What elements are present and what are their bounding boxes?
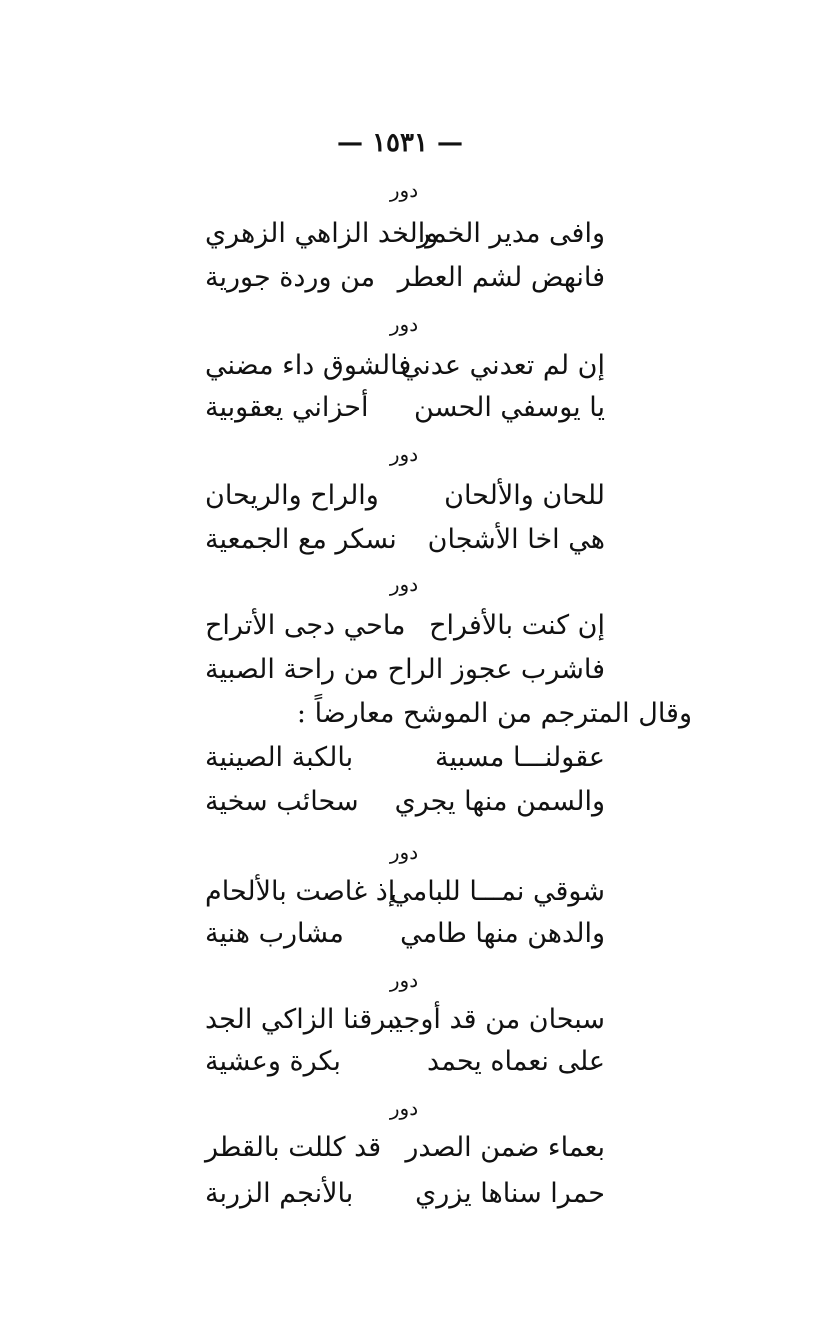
verse-second-hemistich: يبرقنا الزاكي الجد: [205, 1004, 403, 1035]
verse-line: [205, 742, 605, 782]
verse-line: [205, 876, 605, 916]
verse-first-hemistich: وافى مدير الخمر: [417, 218, 605, 249]
verse-first-hemistich: إن كنت بالأفراح: [429, 610, 605, 641]
verse-line: [205, 392, 605, 432]
verse-second-hemistich: نسكر مع الجمعية: [205, 524, 397, 555]
verse-line: [205, 918, 605, 958]
verse-first-hemistich: والسمن منها يجري: [394, 786, 605, 817]
verse-first-hemistich: هي اخا الأشجان: [427, 524, 605, 555]
section-marker: دور: [389, 1096, 419, 1120]
verse-line: [205, 610, 605, 650]
verse-line: [205, 654, 605, 694]
verse-line: [205, 786, 605, 826]
verse-line: [205, 350, 605, 390]
verse-second-hemistich: من راحة الصبية: [205, 654, 379, 685]
section-marker: دور: [389, 312, 419, 336]
section-marker: دور: [389, 572, 419, 596]
verse-second-hemistich: بكرة وعشية: [205, 1046, 341, 1077]
page-number: — ١٥٣١ —: [337, 128, 463, 158]
verse-second-hemistich: من وردة جورية: [205, 262, 376, 293]
verse-second-hemistich: قد كللت بالقطر: [205, 1132, 382, 1163]
verse-second-hemistich: إذ غاصت بالألحام: [205, 876, 396, 907]
section-marker: دور: [389, 178, 419, 202]
verse-second-hemistich: أحزاني يعقوبية: [205, 392, 369, 423]
prose-line: وقال المترجم من الموشح معارضاً :: [296, 698, 692, 729]
verse-second-hemistich: فالشوق داء مضني: [205, 350, 412, 381]
verse-second-hemistich: مشارب هنية: [205, 918, 344, 949]
verse-first-hemistich: شوقي نمـــا للبامي: [390, 876, 605, 907]
verse-line: [205, 262, 605, 302]
verse-second-hemistich: سحائب سخية: [205, 786, 359, 817]
verse-second-hemistich: ماحي دجى الأتراح: [205, 610, 406, 641]
verse-line: [205, 1178, 605, 1218]
section-marker: دور: [389, 968, 419, 992]
verse-second-hemistich: بالأنجم الزربة: [205, 1178, 354, 1209]
verse-first-hemistich: والدهن منها طامي: [400, 918, 605, 949]
verse-first-hemistich: عقولنـــا مسبية: [435, 742, 605, 773]
verse-line: [205, 1132, 605, 1172]
section-marker: دور: [389, 840, 419, 864]
verse-second-hemistich: والراح والريحان: [205, 480, 379, 511]
verse-line: [205, 1046, 605, 1086]
verse-first-hemistich: فاشرب عجوز الراح: [387, 654, 605, 685]
verse-first-hemistich: إن لم تعدني عدني: [400, 350, 605, 381]
verse-line: [205, 218, 605, 258]
verse-second-hemistich: بالكبة الصينية: [205, 742, 354, 773]
verse-line: [205, 1004, 605, 1044]
verse-first-hemistich: على نعماه يحمد: [427, 1046, 605, 1077]
section-marker: دور: [389, 442, 419, 466]
verse-first-hemistich: حمرا سناها يزري: [415, 1178, 605, 1209]
verse-first-hemistich: فانهض لشم العطر: [397, 262, 605, 293]
verse-first-hemistich: سبحان من قد أوجد: [389, 1004, 605, 1035]
verse-second-hemistich: والخد الزاهي الزهري: [205, 218, 439, 249]
verse-first-hemistich: يا يوسفي الحسن: [414, 392, 605, 423]
verse-first-hemistich: بعماء ضمن الصدر: [405, 1132, 605, 1163]
verse-line: [205, 524, 605, 564]
verse-line: [205, 480, 605, 520]
verse-first-hemistich: للحان والألحان: [444, 480, 605, 511]
